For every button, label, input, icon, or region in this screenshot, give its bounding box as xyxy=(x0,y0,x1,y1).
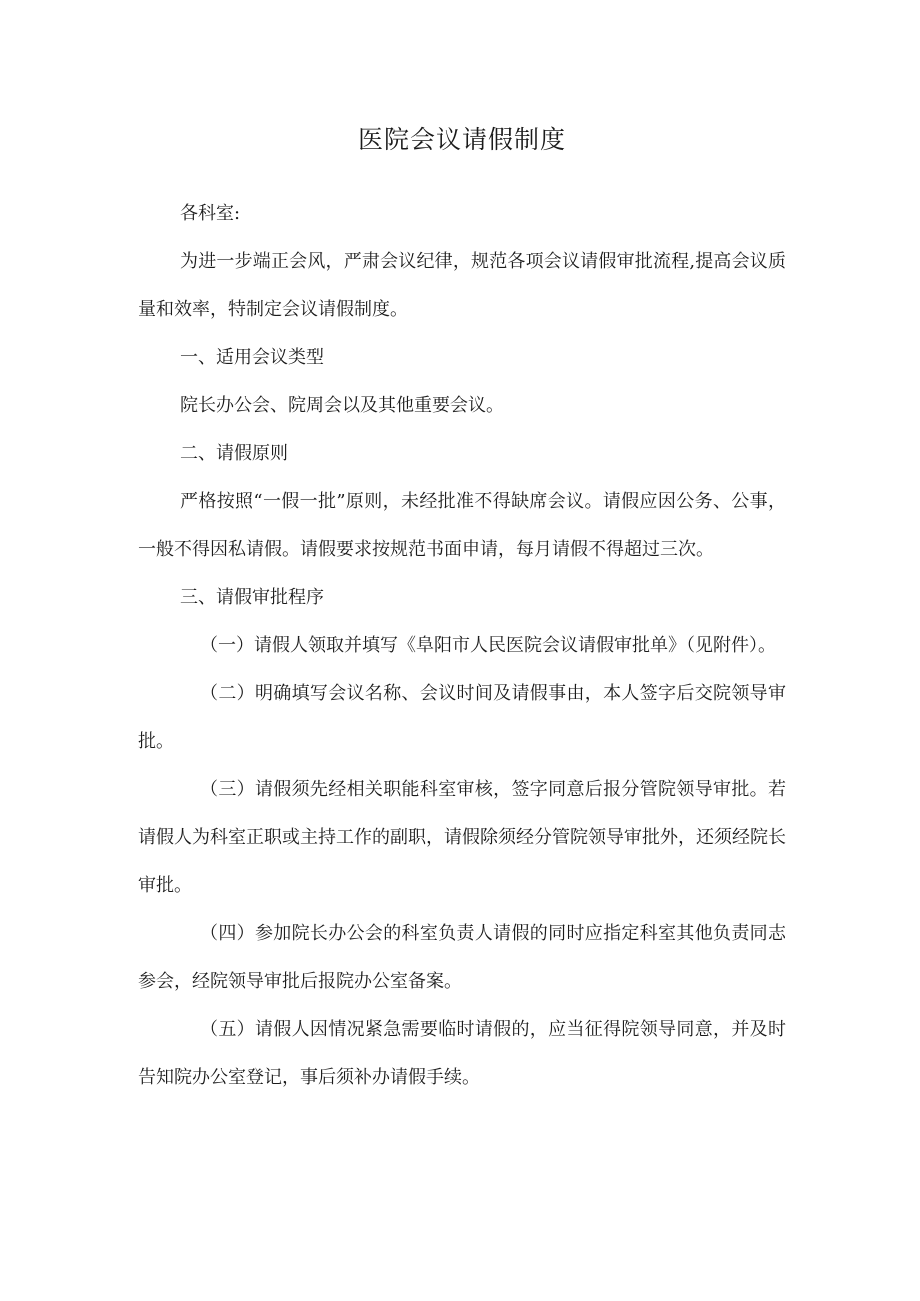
procedure-item-4: （四）参加院长办公会的科室负责人请假的同时应指定科室其他负责同志参会，经院领导审批后报院办公室备案。 xyxy=(138,923,786,992)
section-3-heading: 三、请假审批程序 xyxy=(180,587,324,608)
procedure-item-2: （二）明确填写会议名称、会议时间及请假事由，本人签字后交院领导审批。 xyxy=(138,683,786,752)
section-1-body: 院长办公会、院周会以及其他重要会议。 xyxy=(180,395,504,416)
section-2-body: 严格按照“一假一批”原则，未经批准不得缺席会议。请假应因公务、公事，一般不得因私请假。请假要求按规范书面申请，每月请假不得超过三次。 xyxy=(138,491,786,560)
salutation: 各科室: xyxy=(180,203,241,224)
procedure-item-5: （五）请假人因情况紧急需要临时请假的，应当征得院领导同意，并及时告知院办公室登记，事后须补办请假手续。 xyxy=(138,1019,786,1088)
intro-paragraph: 为进一步端正会风，严肃会议纪律，规范各项会议请假审批流程,提高会议质量和效率，特制定会议请假制度。 xyxy=(138,251,786,320)
procedure-item-1: （一）请假人领取并填写《阜阳市人民医院会议请假审批单》（见附件）。 xyxy=(200,635,776,656)
document-title: 医院会议请假制度 xyxy=(357,125,566,154)
section-2-heading: 二、请假原则 xyxy=(180,443,288,464)
document-page xyxy=(138,120,786,1102)
procedure-item-3: （三）请假须先经相关职能科室审核，签字同意后报分管院领导审批。若请假人为科室正职或主持工作的副职，请假除须经分管院领导审批外，还须经院长审批。 xyxy=(138,779,786,896)
section-1-heading: 一、适用会议类型 xyxy=(180,347,324,368)
